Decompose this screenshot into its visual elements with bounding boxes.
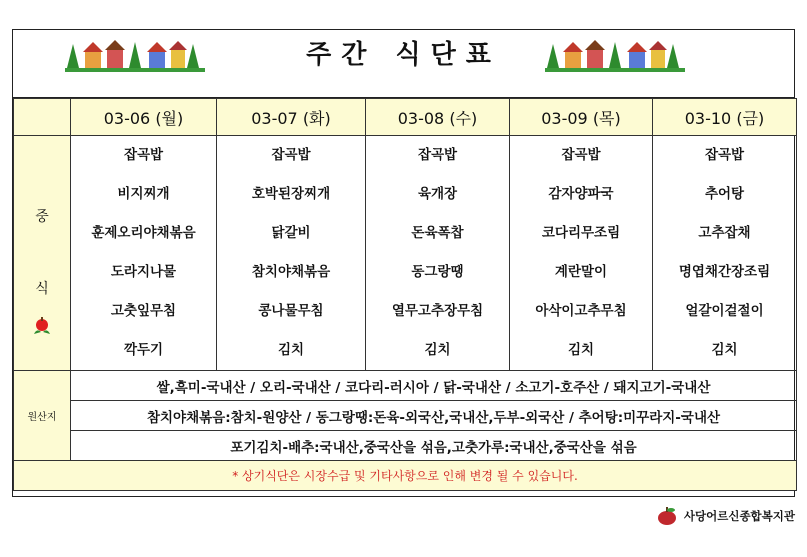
dish-item: 도라지나물 <box>110 264 177 280</box>
village-right-icon <box>545 38 685 72</box>
page-title: 주간 식단표 <box>306 40 501 70</box>
menu-table <box>13 98 797 491</box>
dish-item: 계란말이 <box>554 264 608 280</box>
dish-item: 고추잡채 <box>698 225 751 241</box>
dish-item: 비지찌개 <box>117 186 170 202</box>
dish-item: 돈육폭찹 <box>411 225 464 241</box>
origin-row <box>14 401 797 431</box>
lunch-label-bottom: 식 <box>35 281 49 297</box>
corner-cell <box>14 99 71 136</box>
dish-item: 육개장 <box>417 186 458 202</box>
lunch-label-top: 중 <box>35 209 49 225</box>
dish-item: 코다리무조림 <box>541 225 621 241</box>
dish-item: 고춧잎무침 <box>110 303 177 319</box>
menu-frame <box>12 29 795 497</box>
organization-name: 사당어르신종합복지관 <box>683 509 795 523</box>
dish-item: 잡곡밥 <box>417 147 458 163</box>
origin-row <box>14 371 797 401</box>
dish-item: 감자양파국 <box>548 186 614 202</box>
dish-item: 콩나물무침 <box>258 303 324 319</box>
day-dishes <box>217 136 366 371</box>
date-row <box>14 99 797 136</box>
dish-item: 호박된장찌개 <box>251 186 331 202</box>
notice-text: * 상기식단은 시장수급 및 기타사항으로 인해 변경 될 수 있습니다. <box>14 461 797 491</box>
dish-item: 닭갈비 <box>271 225 311 241</box>
dish-item: 잡곡밥 <box>123 147 164 163</box>
dish-item: 아삭이고추무침 <box>535 303 627 319</box>
date-header: 03-10 (금) <box>653 99 797 136</box>
origin-label: 원산지 <box>14 371 71 461</box>
notice-row <box>14 461 797 491</box>
day-dishes <box>366 136 510 371</box>
dish-item: 잡곡밥 <box>704 147 745 163</box>
date-header: 03-08 (수) <box>366 99 510 136</box>
date-header: 03-06 (월) <box>71 99 217 136</box>
day-dishes <box>71 136 217 371</box>
dish-item: 추어탕 <box>704 186 745 202</box>
dish-item: 김치 <box>424 342 451 358</box>
dish-row <box>14 136 797 371</box>
dish-item: 명엽채간장조림 <box>678 264 771 280</box>
dish-item: 잡곡밥 <box>561 147 601 163</box>
dish-item: 열무고추장무침 <box>391 303 484 319</box>
dish-item: 깍두기 <box>123 342 164 358</box>
origin-line: 쌀,흑미-국내산 / 오리-국내산 / 코다리-러시아 / 닭-국내산 / 소고기-호주산 / 돼지고기-국내산 <box>71 371 797 401</box>
dish-item: 동그랑땡 <box>411 264 464 280</box>
dish-item: 김치 <box>711 342 738 358</box>
day-dishes <box>510 136 653 371</box>
apple-flower-icon <box>32 316 52 336</box>
date-header: 03-07 (화) <box>217 99 366 136</box>
dish-item: 참치야채볶음 <box>251 264 331 280</box>
header <box>13 30 794 98</box>
origin-line: 포기김치-배추:국내산,중국산을 섞음,고춧가루:국내산,중국산을 섞음 <box>71 431 797 461</box>
dish-item: 김치 <box>277 342 305 358</box>
apple-icon <box>656 506 678 526</box>
dish-item: 김치 <box>567 342 595 358</box>
date-header: 03-09 (목) <box>510 99 653 136</box>
origin-row <box>14 431 797 461</box>
lunch-label-cell <box>14 136 71 371</box>
origin-line: 참치야채볶음:참치-원양산 / 동그랑땡:돈육-외국산,국내산,두부-외국산 / 추어탕:미꾸라지-국내산 <box>71 401 797 431</box>
day-dishes <box>653 136 797 371</box>
dish-item: 훈제오리야채볶음 <box>91 225 196 241</box>
dish-item: 얼갈이겉절이 <box>685 303 764 319</box>
dish-item: 잡곡밥 <box>271 147 311 163</box>
organization-footer <box>656 506 795 526</box>
